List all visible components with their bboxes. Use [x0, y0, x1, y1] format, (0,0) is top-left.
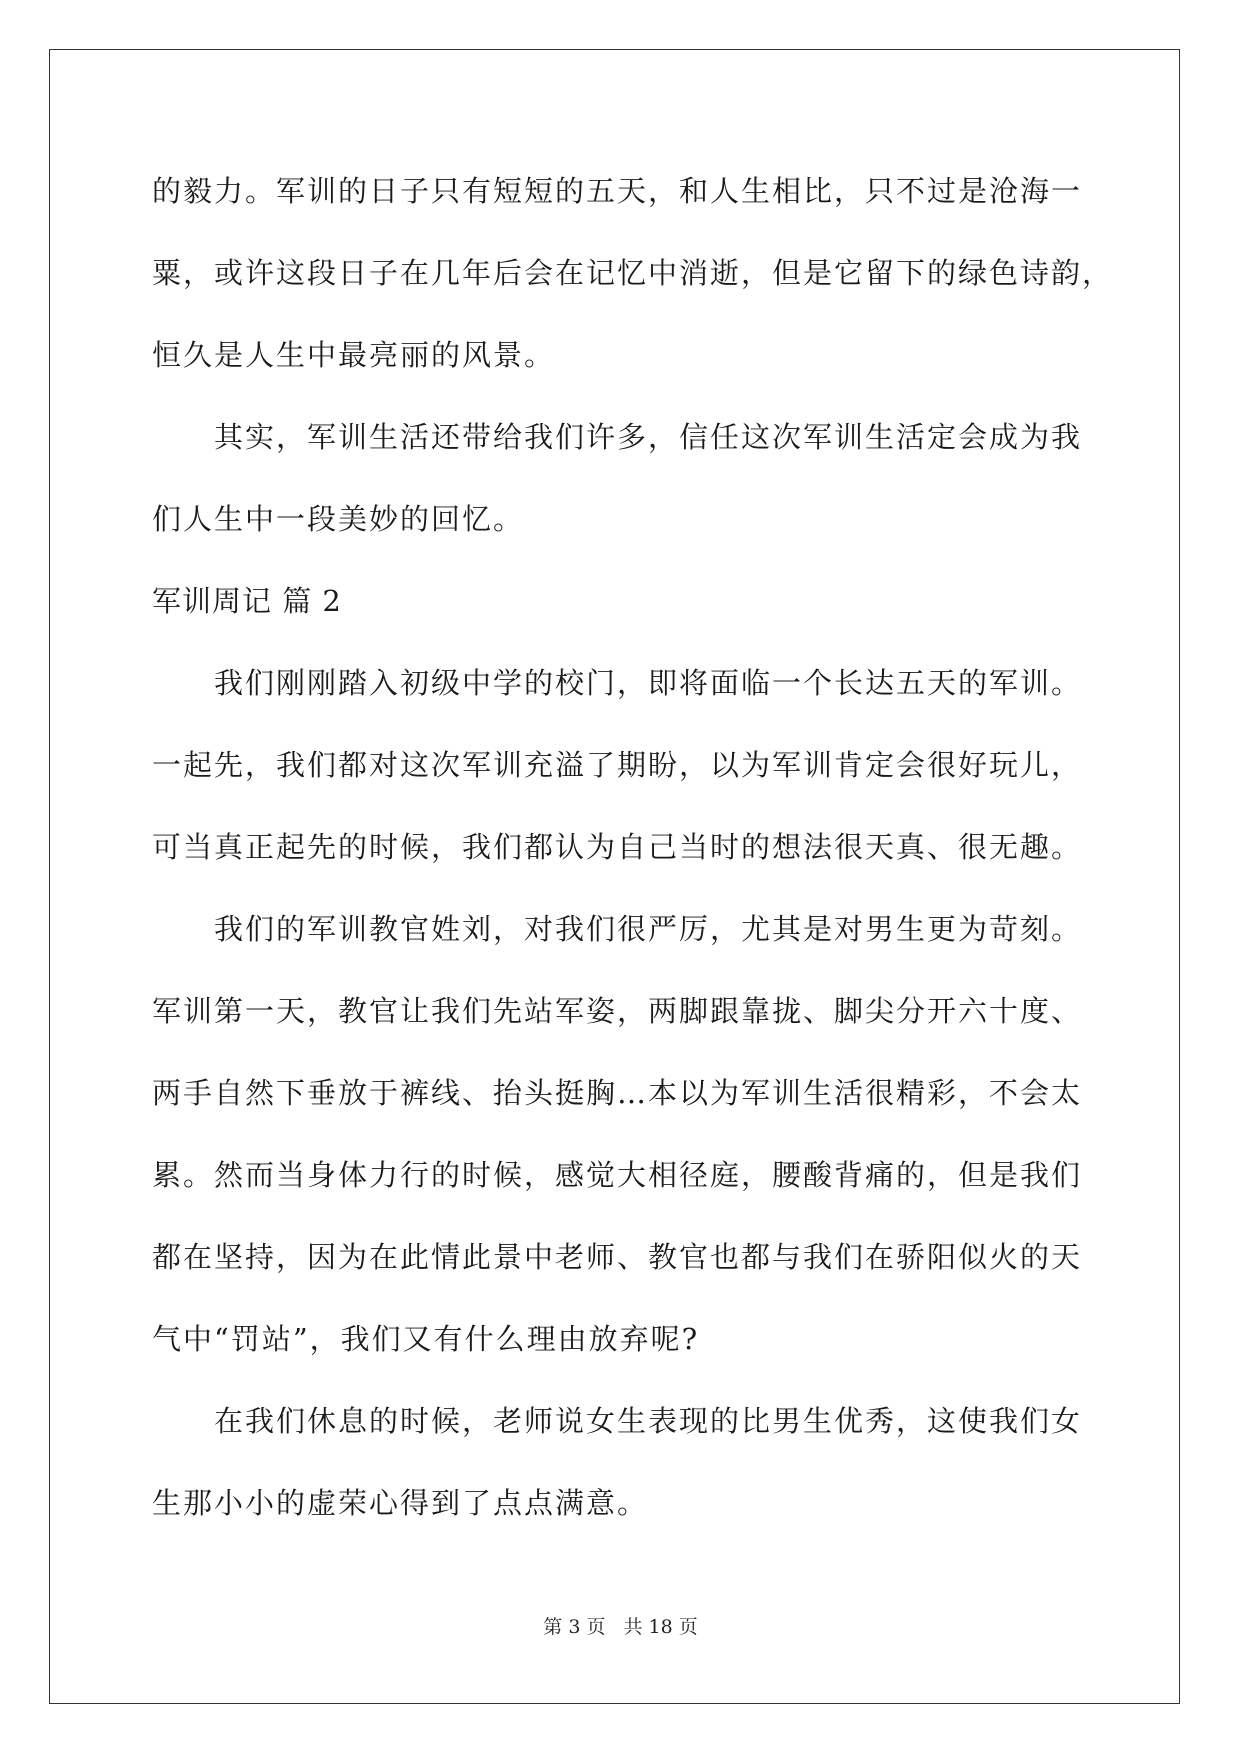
document-body	[152, 150, 1114, 1544]
text-line: 们人生中一段美妙的回忆。	[152, 502, 525, 536]
page-footer	[0, 1612, 1241, 1639]
text-line: 其实，军训生活还带给我们许多，信任这次军训生活定会成为我	[214, 420, 1083, 454]
text-line: 可当真正起先的时候，我们都认为自己当时的想法很天真、很无趣。	[152, 830, 1083, 864]
text-line: 气中“罚站”，我们又有什么理由放弃呢?	[152, 1322, 700, 1356]
text-line: 粟，或许这段日子在几年后会在记忆中消逝，但是它留下的绿色诗韵，	[152, 256, 1114, 290]
page-number: 第 3 页	[543, 1616, 606, 1638]
text-line: 两手自然下垂放于裤线、抬头挺胸…本以为军训生活很精彩，不会太	[152, 1076, 1083, 1110]
section-heading: 军训周记 篇 2	[152, 584, 342, 618]
text-line: 我们刚刚踏入初级中学的校门，即将面临一个长达五天的军训。	[214, 666, 1083, 700]
page-total: 共 18 页	[623, 1616, 698, 1638]
text-line: 都在坚持，因为在此情此景中老师、教官也都与我们在骄阳似火的天	[152, 1240, 1083, 1274]
text-line: 我们的军训教官姓刘，对我们很严厉，尤其是对男生更为苛刻。	[214, 912, 1083, 946]
text-line: 的毅力。军训的日子只有短短的五天，和人生相比，只不过是沧海一	[152, 174, 1083, 208]
text-line: 恒久是人生中最亮丽的风景。	[152, 338, 556, 372]
text-line: 累。然而当身体力行的时候，感觉大相径庭，腰酸背痛的，但是我们	[152, 1158, 1083, 1192]
text-line: 军训第一天，教官让我们先站军姿，两脚跟靠拢、脚尖分开六十度、	[152, 994, 1083, 1028]
text-line: 一起先，我们都对这次军训充溢了期盼，以为军训肯定会很好玩儿，	[152, 748, 1083, 782]
text-line: 生那小小的虚荣心得到了点点满意。	[152, 1486, 649, 1520]
text-line: 在我们休息的时候，老师说女生表现的比男生优秀，这使我们女	[214, 1404, 1083, 1438]
